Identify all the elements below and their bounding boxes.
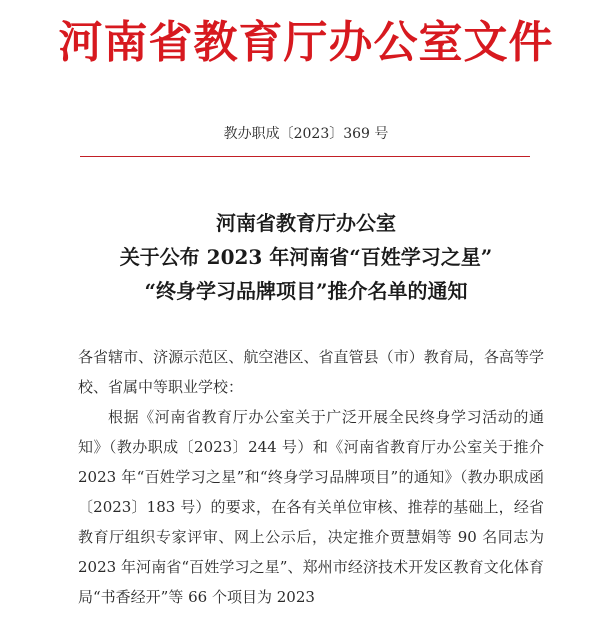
masthead-title: 河南省教育厅办公室文件 bbox=[58, 17, 554, 68]
document-number: 教办职成〔2023〕369 号 bbox=[223, 126, 389, 142]
notice-body bbox=[78, 342, 544, 612]
red-divider bbox=[80, 156, 530, 157]
title-line-1: 河南省教育厅办公室 bbox=[216, 211, 396, 235]
notice-title bbox=[0, 206, 612, 308]
title-line-3: “终身学习品牌项目”推介名单的通知 bbox=[144, 279, 468, 303]
title-line-2: 关于公布 2023 年河南省“百姓学习之星” bbox=[119, 245, 493, 269]
body-paragraph: 根据《河南省教育厅办公室关于广泛开展全民终身学习活动的通知》（教办职成〔2023〕244 号）和《河南省教育厅办公室关于推介 2023 年“百姓学习之星”和“终身学习品牌项目”的通知》（教办职成函〔2023〕183 号）的要求，在各有关单位审核、推荐的基础上，经省教育厅组织专家评审、网上公示后，决定推介贾慧娟等 90 名同志为 2023 年河南省“百姓学习之星”、郑州市经济技术开发区教育文化体育局“书香经开”等 66 个项目为 2023 bbox=[78, 408, 544, 606]
salutation: 各省辖市、济源示范区、航空港区、省直管县（市）教育局，各高等学校、省属中等职业学校： bbox=[78, 348, 544, 396]
